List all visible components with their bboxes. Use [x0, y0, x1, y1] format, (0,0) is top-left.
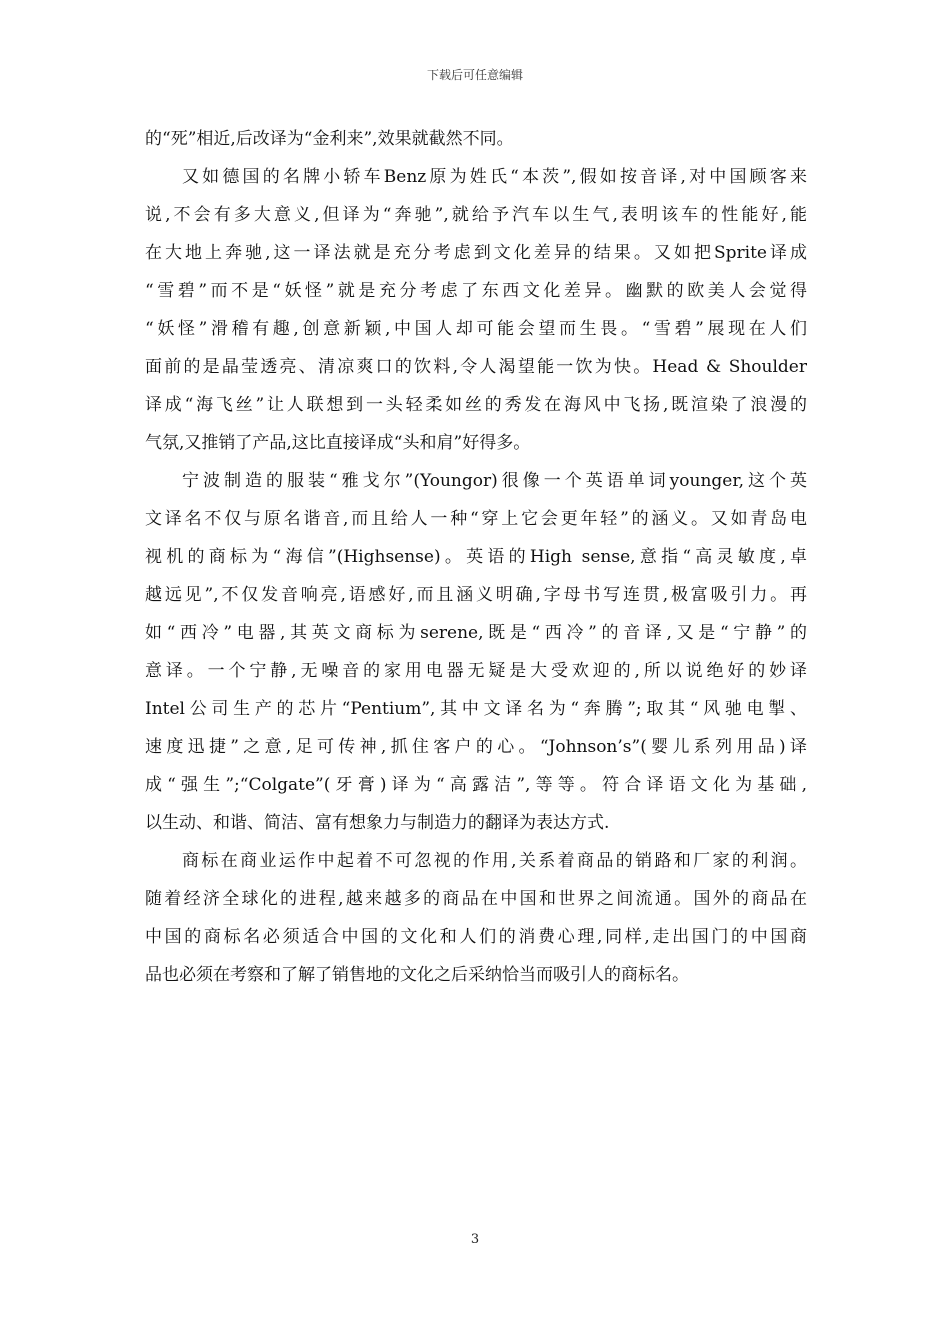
paragraph-1: [145, 120, 807, 158]
text-line: 文译名不仅与原名谐音,而且给人一种“穿上它会更年轻”的涵义。又如青岛电: [145, 509, 807, 529]
text-line: 气氛,又推销了产品,这比直接译成“头和肩”好得多。: [145, 433, 531, 453]
text-line: 品也必须在考察和了解了销售地的文化之后采纳恰当而吸引人的商标名。: [145, 965, 689, 985]
text-line: 随着经济全球化的进程,越来越多的商品在中国和世界之间流通。国外的商品在: [145, 889, 807, 909]
text-line: 速度迅捷”之意,足可传神,抓住客户的心。“Johnson’s”(婴儿系列用品)译: [145, 737, 807, 757]
text-line: “妖怪”滑稽有趣,创意新颖,中国人却可能会望而生畏。“雪碧”展现在人们: [145, 319, 807, 339]
paragraph-4: [145, 842, 807, 994]
text-line: 意译。一个宁静,无噪音的家用电器无疑是大受欢迎的,所以说绝好的妙译: [145, 661, 807, 681]
text-line: 译成“海飞丝”让人联想到一头轻柔如丝的秀发在海风中飞扬,既渲染了浪漫的: [145, 395, 807, 415]
page-header: 下载后可任意编辑: [426, 68, 523, 82]
text-line: 又如德国的名牌小轿车Benz原为姓氏“本茨”,假如按音译,对中国顾客来: [182, 167, 807, 187]
text-line: Intel公司生产的芯片“Pentium”,其中文译名为“奔腾”;取其“风驰电掣、: [145, 699, 807, 719]
paragraph-3: [145, 462, 807, 842]
text-line: 视机的商标为“海信”(Highsense)。英语的High sense,意指“高灵敏度,卓: [145, 547, 807, 567]
paragraph-2: [145, 158, 807, 462]
text-line: 面前的是晶莹透亮、清凉爽口的饮料,令人渴望能一饮为快。Head & Shoulder: [145, 357, 807, 377]
text-line: 商标在商业运作中起着不可忽视的作用,关系着商品的销路和厂家的利润。: [182, 851, 807, 871]
text-line: 如“西冷”电器,其英文商标为serene,既是“西冷”的音译,又是“宁静”的: [145, 623, 807, 643]
document-body: [145, 120, 807, 994]
text-line: 越远见”,不仅发音响亮,语感好,而且涵义明确,字母书写连贯,极富吸引力。再: [145, 585, 807, 605]
text-line: 宁波制造的服装“雅戈尔”(Youngor)很像一个英语单词younger,这个英: [182, 471, 807, 491]
text-line: 成“强生”;“Colgate”(牙膏)译为“高露洁”,等等。符合译语文化为基础,: [145, 775, 807, 795]
text-line: 中国的商标名必须适合中国的文化和人们的消费心理,同样,走出国门的中国商: [145, 927, 807, 947]
text-line: 在大地上奔驰,这一译法就是充分考虑到文化差异的结果。又如把Sprite译成: [145, 243, 807, 263]
text-line: 以生动、和谐、简洁、富有想象力与制造力的翻译为表达方式.: [145, 813, 610, 833]
text-line: “雪碧”而不是“妖怪”就是充分考虑了东西文化差异。幽默的欧美人会觉得: [145, 281, 807, 301]
text-line: 的“死”相近,后改译为“金利来”,效果就截然不同。: [145, 129, 514, 149]
page-number: 3: [470, 1232, 480, 1247]
text-line: 说,不会有多大意义,但译为“奔驰”,就给予汽车以生气,表明该车的性能好,能: [145, 205, 807, 225]
